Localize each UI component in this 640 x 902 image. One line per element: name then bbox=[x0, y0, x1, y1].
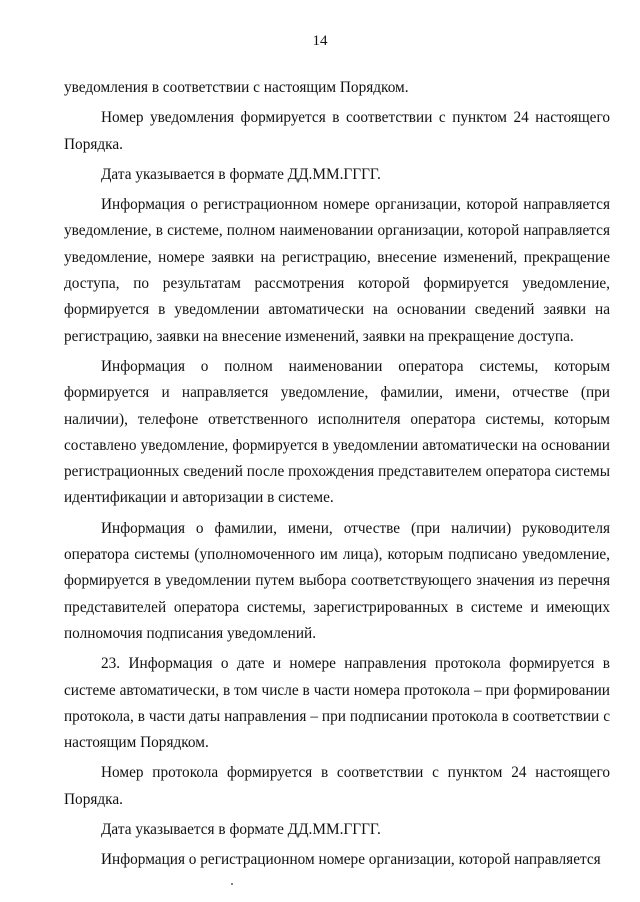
paragraph-protocol-number: Номер протокола формируется в соответствии с пунктом 24 настоящего Порядка. bbox=[64, 764, 610, 808]
paragraph-notification-date-format: Дата указывается в формате ДД.ММ.ГГГГ. bbox=[101, 165, 381, 183]
paragraph-organization-registration-info: Информация о регистрационном номере организации, которой направляется уведомление, в системе, полном наименовании организации, которой направляется уведомление, номере заявки на регистрацию, внесение изменений, прекращение доступа, по результатам рассмотрения которой формируется уведомление, формируется в уведомлении автоматически на основании сведений заявки на регистрацию, заявки на внесение изменений, заявки на прекращение доступа. bbox=[64, 196, 610, 345]
paragraph-organization-registration-continued: Информация о регистрационном номере организации, которой направляется bbox=[101, 851, 601, 869]
document-body bbox=[64, 75, 610, 878]
paragraph-protocol-date-format: Дата указывается в формате ДД.ММ.ГГГГ. bbox=[101, 821, 381, 839]
paragraph-notification-continuation: уведомления в соответствии с настоящим Порядком. bbox=[64, 79, 409, 96]
paragraph-operator-head-info: Информация о фамилии, имени, отчестве (при наличии) руководителя оператора системы (уполномоченного им лица), которым подписано уведомление, формируется в уведомлении путем выбора соответствующего значения из перечня представителей оператора системы, зарегистрированных в системе и имеющих полномочия подписания уведомлений. bbox=[64, 519, 610, 642]
paragraph-system-operator-info: Информация о полном наименовании оператора системы, которым формируется и направляется уведомление, фамилии, имени, отчестве (при наличии), телефоне ответственного исполнителя оператора системы, которым составлено уведомление, формируется в уведомлении автоматически на основании регистрационных сведений после прохождения представителем оператора системы идентификации и авторизации в системе. bbox=[64, 357, 610, 507]
page-number: 14 bbox=[312, 33, 328, 49]
paragraph-protocol-date-number: 23. Информация о дате и номере направления протокола формируется в системе автоматически, в том числе в части номера протокола – при формировании протокола, в части даты направления – при подписании протокола в соответствии с настоящим Порядком. bbox=[64, 655, 610, 752]
paragraph-notification-number: Номер уведомления формируется в соответствии с пунктом 24 настоящего Порядка. bbox=[64, 109, 610, 153]
scan-artifact-dot bbox=[231, 883, 233, 885]
